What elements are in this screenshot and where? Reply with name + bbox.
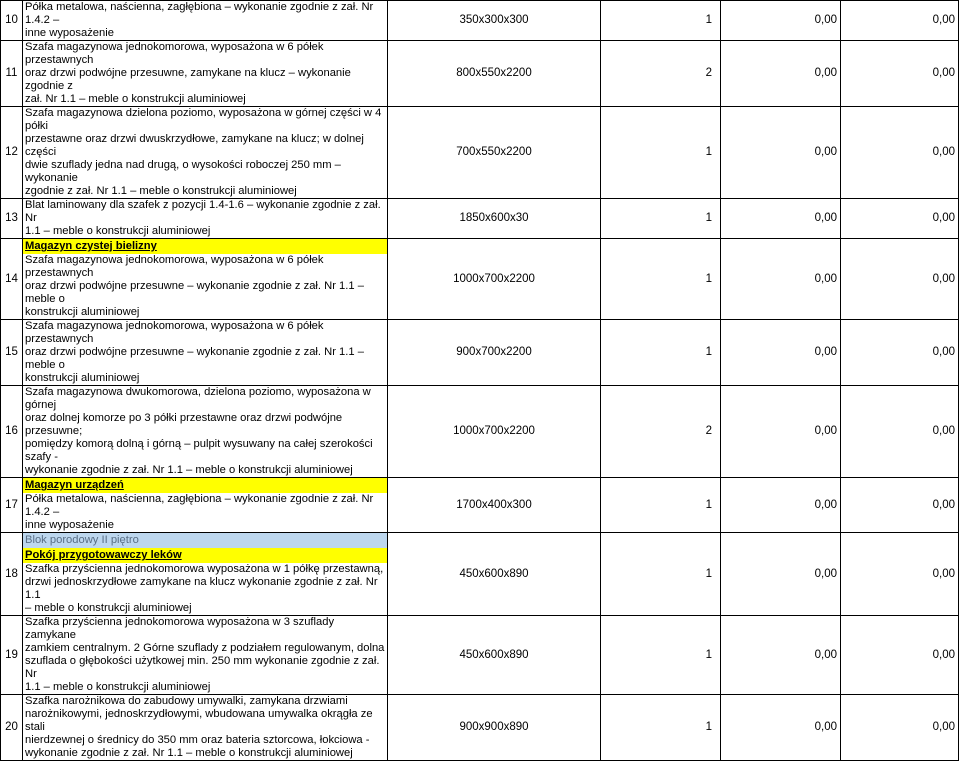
row-total: 0,00 <box>841 695 959 761</box>
row-quantity: 1 <box>601 478 721 533</box>
row-unit-price: 0,00 <box>721 239 841 320</box>
row-description: Szafa magazynowa jednokomorowa, wyposażona w 6 półek przestawnych oraz drzwi podwójne przesuwne, zamykane na klucz – wykonanie zgodnie z zał. Nr 1.1 – meble o konstrukcji aluminiowej <box>23 41 388 107</box>
row-description: Szafka przyścienna jednokomorowa wyposażona w 3 szuflady zamykane zamkiem centralnym. 2 Górne szuflady z podziałem regulowanym, dolna szuflada o głębokości użytkowej min. 250 mm wykonanie zgodnie z zał. Nr 1.1 – meble o konstrukcji aluminiowej <box>23 616 388 695</box>
row-unit-price: 0,00 <box>721 533 841 616</box>
table-row <box>1 1 959 41</box>
table-row <box>1 239 959 320</box>
table-row <box>1 695 959 761</box>
row-quantity: 1 <box>601 533 721 616</box>
row-unit-price: 0,00 <box>721 41 841 107</box>
row-total: 0,00 <box>841 239 959 320</box>
row-number: 10 <box>1 1 23 41</box>
table-row <box>1 533 959 616</box>
row-total: 0,00 <box>841 320 959 386</box>
table-row <box>1 199 959 239</box>
row-dimensions: 1850x600x30 <box>388 199 601 239</box>
row-description: Szafa magazynowa dwukomorowa, dzielona poziomo, wyposażona w górnej oraz dolnej komorze po 3 półki przestawne oraz drzwi podwójne przesuwne; pomiędzy komorą dolną i górną – pulpit wysuwany na całej szerokości szafy - wykonanie zgodnie z zał. Nr 1.1 – meble o konstrukcji aluminiowej <box>23 386 388 478</box>
table-row <box>1 386 959 478</box>
row-unit-price: 0,00 <box>721 616 841 695</box>
row-total: 0,00 <box>841 41 959 107</box>
row-number: 15 <box>1 320 23 386</box>
row-dimensions: 900x900x890 <box>388 695 601 761</box>
table-row <box>1 41 959 107</box>
row-description: Szafka narożnikowa do zabudowy umywalki, zamykana drzwiami narożnikowymi, jednoskrzydłowymi, wbudowana umywalka okrągła ze stali nierdzewnej o średnicy do 350 mm oraz bateria sztorcowa, łokciowa - wykonanie zgodnie z zał. Nr 1.1 – meble o konstrukcji aluminiowej <box>23 695 388 761</box>
row-total: 0,00 <box>841 533 959 616</box>
row-quantity: 1 <box>601 1 721 41</box>
row-total: 0,00 <box>841 616 959 695</box>
row-number: 19 <box>1 616 23 695</box>
row-total: 0,00 <box>841 107 959 199</box>
row-dimensions: 800x550x2200 <box>388 41 601 107</box>
table-row <box>1 107 959 199</box>
row-dimensions: 900x700x2200 <box>388 320 601 386</box>
row-description: Magazyn urządzeń Półka metalowa, naścienna, zagłębiona – wykonanie zgodnie z zał. Nr 1.4.2 – inne wyposażenie <box>23 478 388 533</box>
row-quantity: 1 <box>601 239 721 320</box>
block-heading: Blok porodowy II piętro <box>23 533 387 548</box>
row-number: 12 <box>1 107 23 199</box>
row-unit-price: 0,00 <box>721 386 841 478</box>
table-row <box>1 616 959 695</box>
row-description: Blok porodowy II piętro Pokój przygotowawczy leków Szafka przyścienna jednokomorowa wyposażona w 1 półkę przestawną, drzwi jednoskrzydłowe zamykane na klucz wykonanie zgodnie z zał. Nr 1.1 – meble o konstrukcji aluminiowej <box>23 533 388 616</box>
section-heading: Pokój przygotowawczy leków <box>23 548 387 563</box>
row-dimensions: 700x550x2200 <box>388 107 601 199</box>
row-total: 0,00 <box>841 386 959 478</box>
row-quantity: 2 <box>601 386 721 478</box>
row-unit-price: 0,00 <box>721 199 841 239</box>
row-description: Blat laminowany dla szafek z pozycji 1.4-1.6 – wykonanie zgodnie z zał. Nr 1.1 – meble o konstrukcji aluminiowej <box>23 199 388 239</box>
row-quantity: 1 <box>601 107 721 199</box>
row-quantity: 1 <box>601 695 721 761</box>
row-unit-price: 0,00 <box>721 107 841 199</box>
row-unit-price: 0,00 <box>721 320 841 386</box>
row-number: 11 <box>1 41 23 107</box>
row-dimensions: 1000x700x2200 <box>388 239 601 320</box>
row-dimensions: 450x600x890 <box>388 616 601 695</box>
row-number: 20 <box>1 695 23 761</box>
row-number: 18 <box>1 533 23 616</box>
row-dimensions: 1700x400x300 <box>388 478 601 533</box>
row-number: 13 <box>1 199 23 239</box>
row-description: Szafa magazynowa jednokomorowa, wyposażona w 6 półek przestawnych oraz drzwi podwójne przesuwne – wykonanie zgodnie z zał. Nr 1.1 – meble o konstrukcji aluminiowej <box>23 320 388 386</box>
row-quantity: 2 <box>601 41 721 107</box>
section-heading: Magazyn czystej bielizny <box>23 239 387 254</box>
row-unit-price: 0,00 <box>721 1 841 41</box>
row-quantity: 1 <box>601 616 721 695</box>
table-row <box>1 478 959 533</box>
section-heading: Magazyn urządzeń <box>23 478 387 493</box>
row-total: 0,00 <box>841 199 959 239</box>
row-description: Magazyn czystej bielizny Szafa magazynowa jednokomorowa, wyposażona w 6 półek przestawnych oraz drzwi podwójne przesuwne – wykonanie zgodnie z zał. Nr 1.1 – meble o konstrukcji aluminiowej <box>23 239 388 320</box>
table-row <box>1 320 959 386</box>
row-unit-price: 0,00 <box>721 695 841 761</box>
row-number: 17 <box>1 478 23 533</box>
row-number: 16 <box>1 386 23 478</box>
row-number: 14 <box>1 239 23 320</box>
row-total: 0,00 <box>841 478 959 533</box>
row-dimensions: 350x300x300 <box>388 1 601 41</box>
row-dimensions: 1000x700x2200 <box>388 386 601 478</box>
row-quantity: 1 <box>601 320 721 386</box>
row-description: Szafa magazynowa dzielona poziomo, wyposażona w górnej części w 4 półki przestawne oraz drzwi dwuskrzydłowe, zamykane na klucz; w dolnej części dwie szuflady jedna nad drugą, o wysokości roboczej 250 mm – wykonanie zgodnie z zał. Nr 1.1 – meble o konstrukcji aluminiowej <box>23 107 388 199</box>
row-unit-price: 0,00 <box>721 478 841 533</box>
row-dimensions: 450x600x890 <box>388 533 601 616</box>
row-description: Półka metalowa, naścienna, zagłębiona – wykonanie zgodnie z zał. Nr 1.4.2 – inne wyposażenie <box>23 1 388 41</box>
row-quantity: 1 <box>601 199 721 239</box>
row-total: 0,00 <box>841 1 959 41</box>
